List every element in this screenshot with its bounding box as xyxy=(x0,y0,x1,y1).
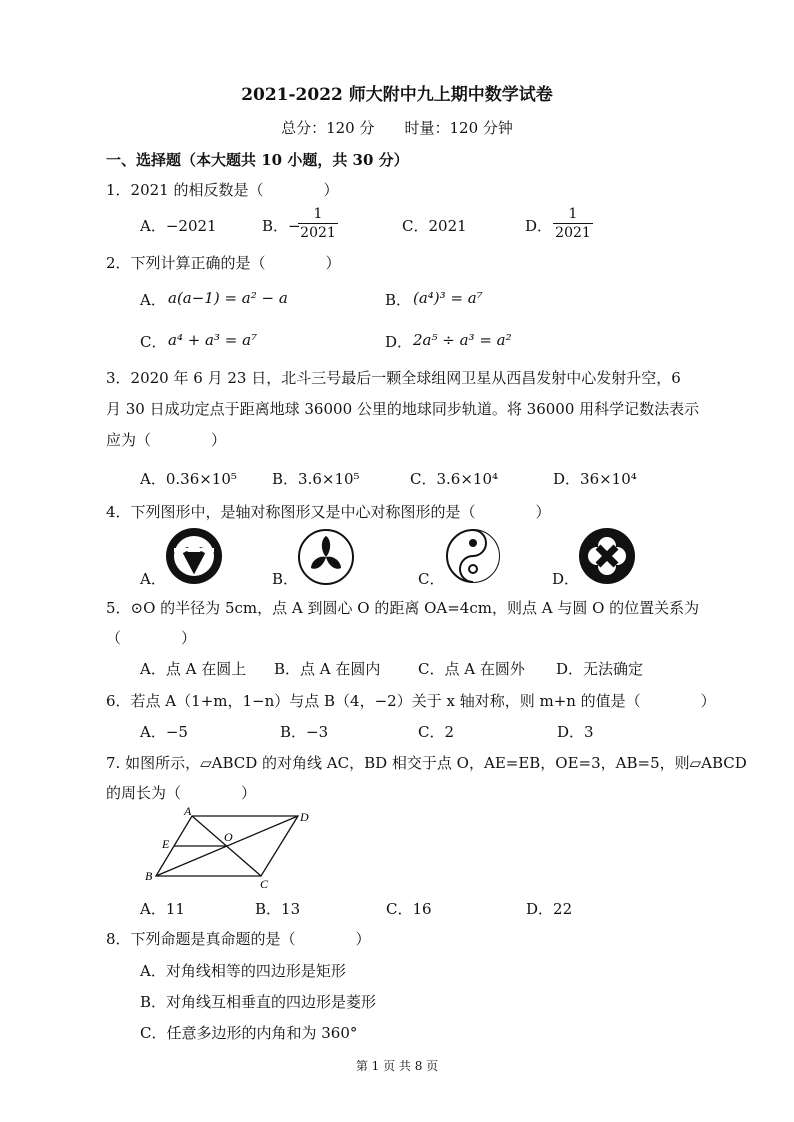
q8-stem: 8．下列命题是真命题的是（ ） xyxy=(106,930,371,948)
q1-option-a: A．−2021 xyxy=(140,217,217,235)
q6-stem: 6．若点 A（1+m，1−n）与点 B（4，−2）关于 x 轴对称，则 m+n 的值是（ ） xyxy=(106,692,716,710)
q4-option-b: B． xyxy=(272,570,299,588)
q3-option-d: D．36×10⁴ xyxy=(553,470,637,488)
q7-option-c: C．16 xyxy=(386,900,432,918)
q3-option-b: B．3.6×10⁵ xyxy=(272,470,360,488)
q5-option-d: D．无法确定 xyxy=(556,660,644,678)
flower-figure-d xyxy=(578,527,636,585)
q3-line-3: 应为（ ） xyxy=(106,431,227,449)
q3-line-1: 3．2020 年 6 月 23 日，北斗三号最后一颗全球组网卫星从西昌发射中心发射升空，6 xyxy=(106,369,681,387)
q1-option-d-fraction xyxy=(553,206,593,241)
q1-option-d-label: D． xyxy=(525,217,553,235)
q6-option-d: D．3 xyxy=(557,723,594,741)
q5-option-b: B．点 A 在圆内 xyxy=(274,660,381,678)
q2-option-d-label: D． xyxy=(385,333,413,351)
q5-line-2: （ ） xyxy=(106,629,197,647)
exam-title: 2021-2022 师大附中九上期中数学试卷 xyxy=(241,85,553,105)
q2-option-c-label: C． xyxy=(140,333,167,351)
q1-stem: 1．2021 的相反数是（ ） xyxy=(106,181,339,199)
q2-option-a-expr: a(a−1) = a² − a xyxy=(168,289,288,307)
fan-figure-b xyxy=(297,528,355,586)
q6-option-b: B．−3 xyxy=(280,723,329,741)
q2-option-b-expr: (a⁴)³ = a⁷ xyxy=(413,289,483,307)
q3-line-2: 月 30 日成功定点于距离地球 36000 公里的地球同步轨道。将 36000 用科学记数法表示 xyxy=(106,400,700,418)
yin-yang-figure-c xyxy=(445,528,501,584)
label-d: D xyxy=(300,810,309,824)
fraction-denominator: 2021 xyxy=(300,225,336,241)
q8-option-a: A．对角线相等的四边形是矩形 xyxy=(140,962,346,980)
page-footer: 第 1 页 共 8 页 xyxy=(355,1059,439,1073)
q1-option-b-label: B．− xyxy=(262,217,301,235)
q5-option-c: C．点 A 在圆外 xyxy=(418,660,525,678)
q7-option-d: D．22 xyxy=(526,900,573,918)
q7-option-a: A．11 xyxy=(140,900,185,918)
q8-option-b: B．对角线互相垂直的四边形是菱形 xyxy=(140,993,377,1011)
emblem-figure-a xyxy=(165,527,223,585)
exam-info: 总分：120 分 时量：120 分钟 xyxy=(281,119,513,137)
q1-option-c: C．2021 xyxy=(402,217,467,235)
label-e: E xyxy=(162,837,170,851)
fraction-numerator: 1 xyxy=(313,206,323,222)
q6-option-a: A．−5 xyxy=(140,723,188,741)
q3-option-a: A．0.36×10⁵ xyxy=(140,470,237,488)
q2-stem: 2．下列计算正确的是（ ） xyxy=(106,254,341,272)
label-o: O xyxy=(224,830,233,844)
q8-option-c: C．任意多边形的内角和为 360° xyxy=(140,1024,358,1042)
q2-option-b-label: B． xyxy=(385,291,412,309)
q5-line-1: 5．⊙O 的半径为 5cm，点 A 到圆心 O 的距离 OA=4cm，则点 A 与圆 O 的位置关系为 xyxy=(106,599,700,617)
fraction-denominator: 2021 xyxy=(555,225,591,241)
q7-option-b: B．13 xyxy=(255,900,301,918)
label-b: B xyxy=(145,869,153,883)
q6-option-c: C．2 xyxy=(418,723,455,741)
q2-option-a-label: A． xyxy=(140,291,166,309)
q2-option-d-expr: 2a⁵ ÷ a³ = a² xyxy=(413,331,512,349)
q4-option-a: A． xyxy=(140,570,166,588)
fraction-bar xyxy=(298,223,338,224)
parallelogram-figure xyxy=(140,803,320,891)
label-a: A xyxy=(184,804,192,818)
q2-option-c-expr: a⁴ + a³ = a⁷ xyxy=(168,331,258,349)
section-heading: 一、选择题（本大题共 10 小题，共 30 分） xyxy=(106,151,409,169)
q4-stem: 4．下列图形中，是轴对称图形又是中心对称图形的是（ ） xyxy=(106,503,551,521)
q4-option-d: D． xyxy=(552,570,580,588)
q3-option-c: C．3.6×10⁴ xyxy=(410,470,499,488)
q1-option-b-fraction xyxy=(298,206,338,241)
fraction-numerator: 1 xyxy=(568,206,578,222)
q5-option-a: A．点 A 在圆上 xyxy=(140,660,247,678)
label-c: C xyxy=(260,877,269,891)
fraction-bar xyxy=(553,223,593,224)
q7-line-1: 7. 如图所示，▱ABCD 的对角线 AC，BD 相交于点 O，AE=EB，OE=3，AB=5，则▱ABCD xyxy=(106,754,747,772)
q4-option-c: C． xyxy=(418,570,445,588)
q7-line-2: 的周长为（ ） xyxy=(106,784,257,802)
